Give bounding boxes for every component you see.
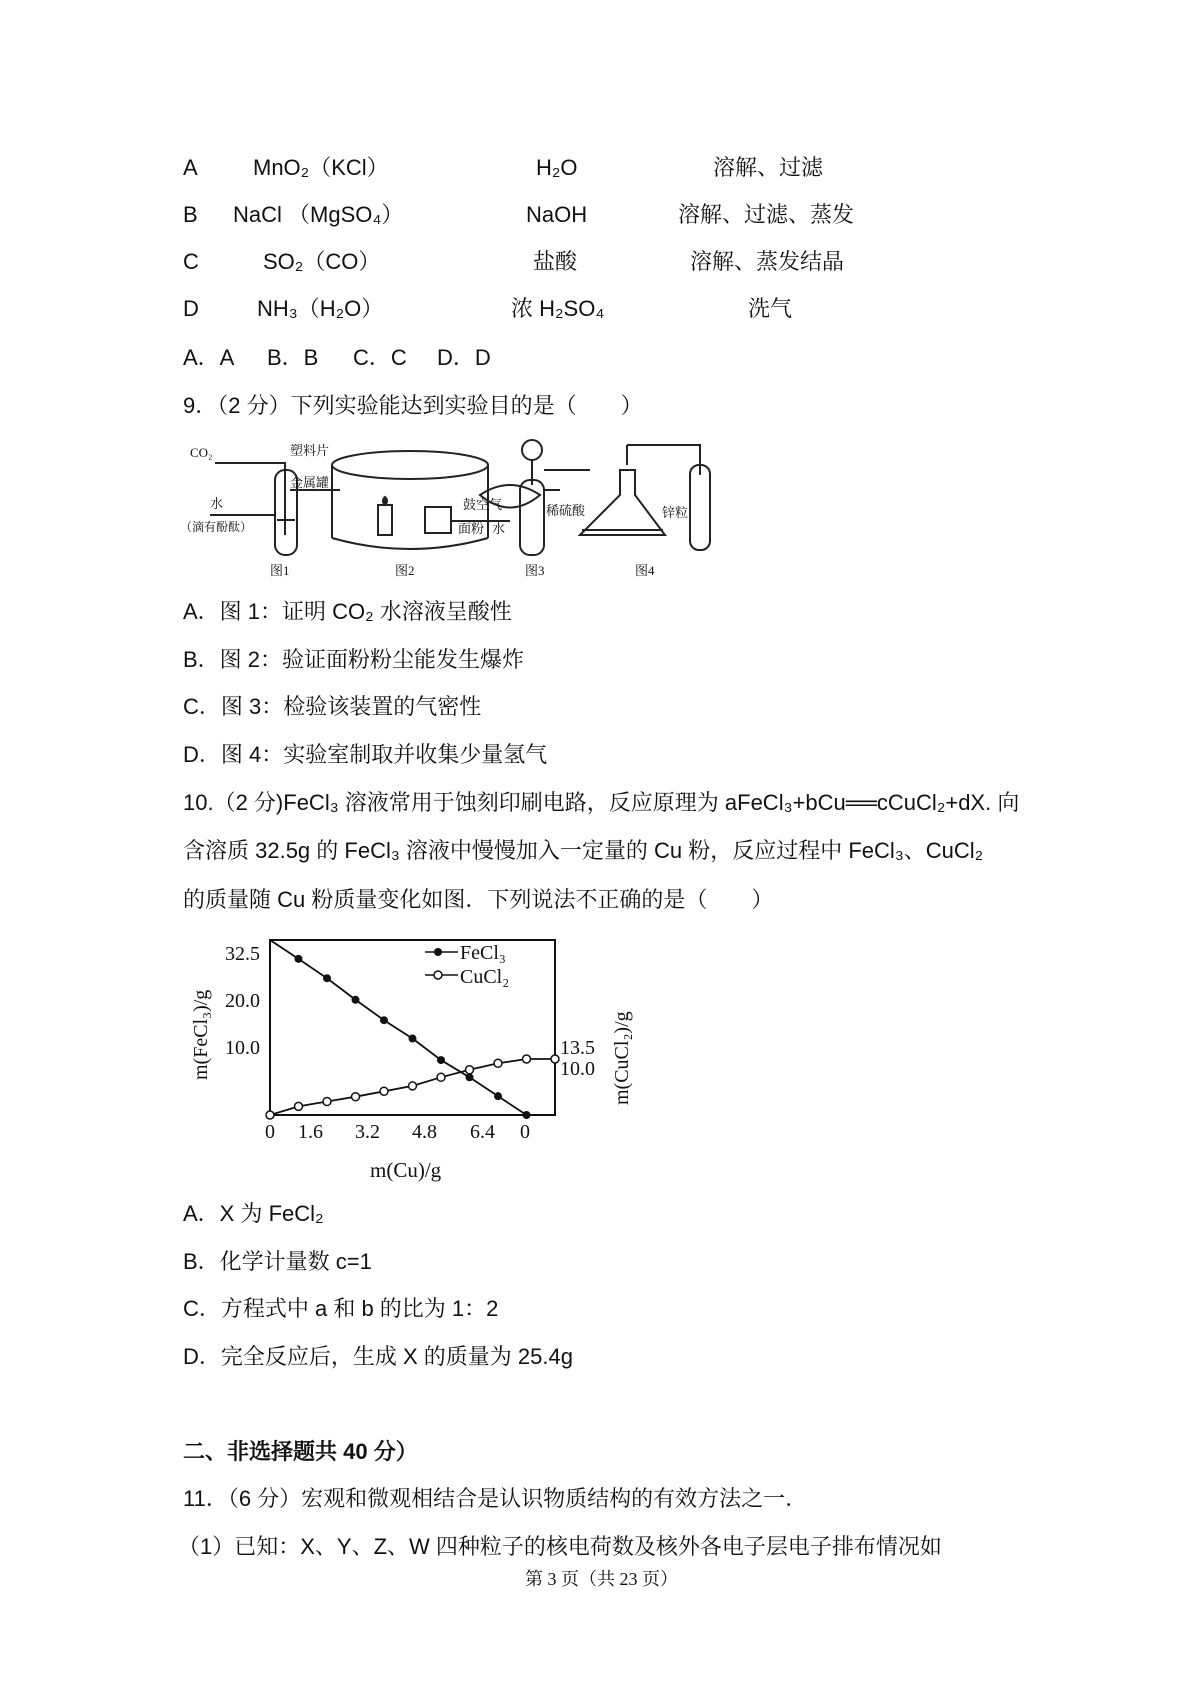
figure-caption: 图2 (395, 563, 415, 578)
x-tick: 1.6 (298, 1121, 323, 1143)
data-point-cucl2 (380, 1087, 388, 1095)
row-substance: NaCl （MgSO₄） (233, 202, 404, 227)
experiment-figures (180, 435, 740, 583)
legend-marker-cucl2 (434, 971, 442, 979)
row-letter: D (183, 296, 199, 321)
answer-option: A．A (183, 345, 235, 370)
legend-label-cucl2: CuCl₂ (460, 966, 510, 988)
question-10-line: 10.（2 分)FeCl₃ 溶液常用于蚀刻印刷电路，反应原理为 aFeCl₃+bCu══cCuCl₂+dX. 向 (183, 790, 1020, 815)
figure-caption: 图1 (270, 563, 290, 578)
x-tick: 3.2 (355, 1121, 380, 1143)
x-tick: 4.8 (412, 1121, 437, 1143)
legend-marker-fecl3 (434, 948, 442, 956)
x-axis-label: m(Cu)/g (370, 1158, 442, 1182)
fig2-metal-can-label: 金属罐 (290, 475, 330, 490)
q9-option-b: B．图 2：验证面粉粉尘能发生爆炸 (183, 647, 525, 672)
fig4-acid-label: 稀硫酸 (546, 503, 586, 518)
data-point-cucl2 (437, 1073, 445, 1081)
question-11-stem: 11．（6 分）宏观和微观相结合是认识物质结构的有效方法之一． (183, 1486, 808, 1511)
row-method: 溶解、蒸发结晶 (690, 249, 845, 274)
question-11-part-1: （1）已知：X、Y、Z、W 四种粒子的核电荷数及核外各电子层电子排布情况如 (178, 1534, 942, 1559)
y-left-tick: 20.0 (225, 990, 260, 1012)
row-reagent: NaOH (526, 202, 588, 227)
question-10-line: 含溶质 32.5g 的 FeCl₃ 溶液中慢慢加入一定量的 Cu 粉，反应过程中 FeCl₃、CuCl₂ (183, 838, 984, 863)
table-row (183, 153, 1083, 183)
data-point-cucl2 (466, 1066, 474, 1074)
row-letter: C (183, 249, 199, 274)
data-point-fecl3 (295, 955, 303, 963)
q9-option-c: C．图 3：检验该装置的气密性 (183, 694, 482, 719)
row-method: 溶解、过滤 (713, 155, 824, 180)
data-point-cucl2 (409, 1082, 417, 1090)
data-point-cucl2 (523, 1055, 531, 1063)
q9-option-d: D．图 4：实验室制取并收集少量氢气 (183, 742, 548, 767)
q10-option-a: A．X 为 FeCl₂ (183, 1201, 324, 1226)
table-row (183, 247, 1083, 277)
answer-option: C．C (353, 345, 407, 370)
x-tick: 6.4 (470, 1121, 495, 1143)
row-substance: MnO₂（KCl） (253, 155, 389, 180)
data-point-fecl3 (437, 1056, 445, 1064)
q10-option-d: D．完全反应后，生成 X 的质量为 25.4g (183, 1344, 573, 1369)
x-tick: 0 (265, 1121, 275, 1143)
fig1-phenol-label: （滴有酚酞） (180, 520, 253, 534)
fig3-water-label: 水 (492, 521, 506, 536)
data-point-cucl2 (352, 1093, 360, 1101)
fig2-blow-air-label: 鼓空气 (463, 497, 503, 512)
q9-option-a: A．图 1：证明 CO₂ 水溶液呈酸性 (183, 599, 512, 624)
q10-option-b: B．化学计量数 c=1 (183, 1249, 372, 1274)
question-9-stem: 9．（2 分）下列实验能达到实验目的是（ ） (183, 393, 643, 418)
row-reagent: 浓 H₂SO₄ (511, 296, 605, 321)
mass-chart (180, 930, 640, 1190)
data-point-cucl2 (266, 1111, 274, 1119)
data-point-cucl2 (295, 1102, 303, 1110)
row-reagent: 盐酸 (533, 249, 578, 274)
data-point-cucl2 (494, 1059, 502, 1067)
fig4-granule-label: 锌粒 (662, 505, 689, 520)
legend-label-fecl3: FeCl₃ (460, 942, 506, 964)
y-left-tick: 32.5 (225, 943, 260, 965)
fig2-flour-label: 面粉 (458, 521, 485, 536)
section-title: 二、非选择题共 40 分） (183, 1439, 418, 1464)
row-letter: B (183, 202, 198, 227)
answer-option: B．B (267, 345, 319, 370)
y-right-tick: 10.0 (560, 1058, 595, 1080)
data-point-fecl3 (494, 1092, 502, 1100)
data-point-fecl3 (323, 974, 331, 982)
y-right-axis-label: m(CuCl₂)/g (611, 1011, 633, 1105)
row-method: 溶解、过滤、蒸发 (678, 202, 855, 227)
data-point-fecl3 (352, 996, 360, 1004)
q10-option-c: C．方程式中 a 和 b 的比为 1：2 (183, 1296, 499, 1321)
data-point-cucl2 (551, 1055, 559, 1063)
y-left-axis-label: m(FeCl₃)/g (190, 989, 212, 1080)
row-substance: SO₂（CO） (263, 249, 381, 274)
row-reagent: H₂O (536, 155, 578, 180)
row-method: 洗气 (748, 296, 793, 321)
page-footer: 第 3 页（共 23 页） (525, 1569, 678, 1589)
table-row (183, 294, 1083, 324)
figure-caption: 图4 (635, 563, 655, 578)
row-substance: NH₃（H₂O） (257, 296, 384, 321)
answer-options (183, 343, 1083, 373)
x-tick: 0 (520, 1121, 530, 1143)
data-point-fecl3 (380, 1016, 388, 1024)
data-point-fecl3 (409, 1035, 417, 1043)
fig2-plastic-label: 塑料片 (290, 443, 330, 458)
figure-caption: 图3 (525, 563, 545, 578)
y-left-tick: 10.0 (225, 1037, 260, 1059)
table-row (183, 200, 1083, 230)
fig1-co2-label: CO₂ (190, 445, 213, 460)
answer-option: D．D (437, 345, 491, 370)
question-10-line: 的质量随 Cu 粉质量变化如图．下列说法不正确的是（ ） (183, 887, 774, 912)
data-point-cucl2 (323, 1098, 331, 1106)
fig1-water-label: 水 (210, 496, 224, 511)
y-right-tick: 13.5 (560, 1037, 595, 1059)
data-point-fecl3 (523, 1111, 531, 1119)
row-letter: A (183, 155, 198, 180)
